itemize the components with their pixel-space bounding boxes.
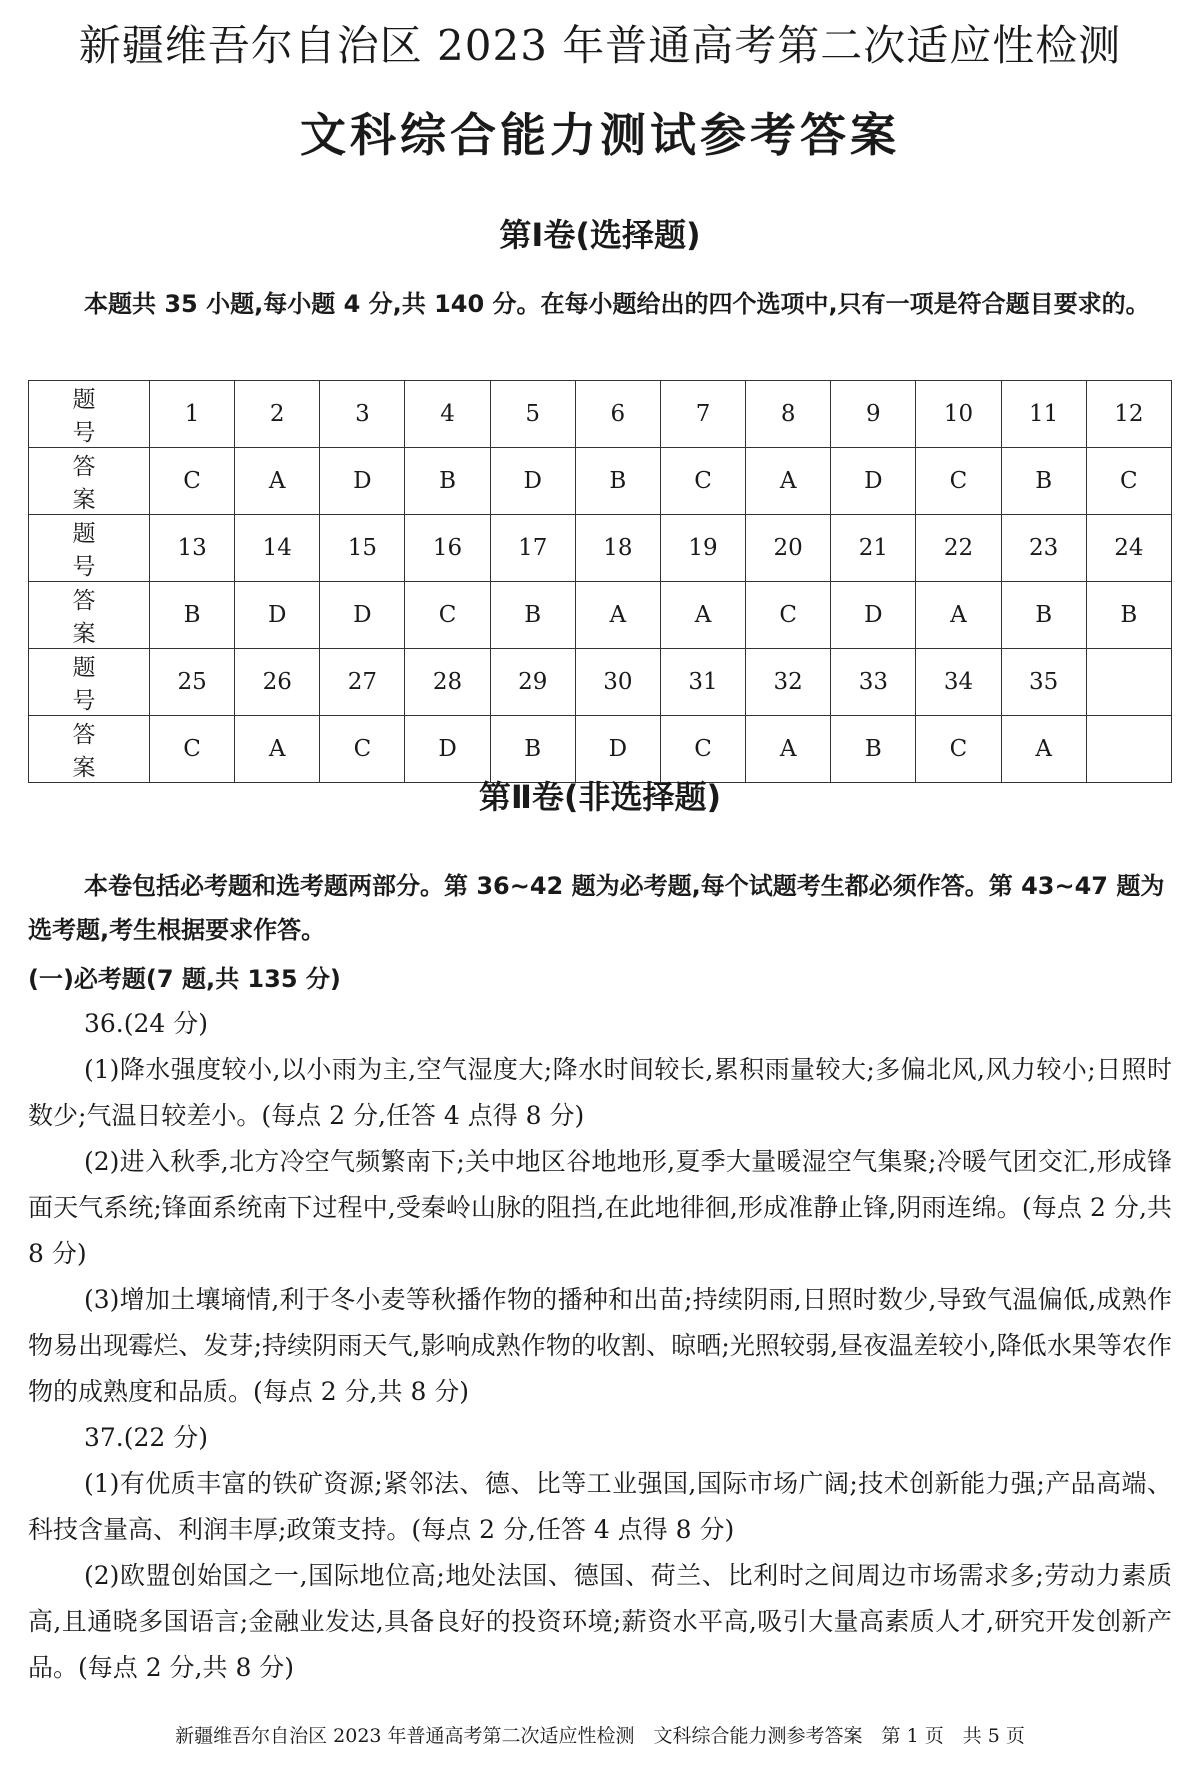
answer-cell: C [660, 716, 745, 783]
exam-title: 新疆维吾尔自治区 2023 年普通高考第二次适应性检测 [78, 21, 1122, 70]
answer-cell: C [660, 448, 745, 515]
answer-cell: B [575, 448, 660, 515]
table-row [29, 649, 1172, 716]
answer-cell: A [235, 448, 320, 515]
answer-cell: C [150, 716, 235, 783]
answer-cell: C [916, 716, 1001, 783]
answer-paragraph: (2)欧盟创始国之一,国际地位高;地处法国、德国、荷兰、比利时之间周边市场需求多;劳动力素质高,且通晓多国语言;金融业发达,具备良好的投资环境;薪资水平高,吸引大量高素质人才,研究开发创新产品。(每点 2 分,共 8 分) [28, 1561, 1172, 1682]
question-number: 28 [405, 649, 490, 716]
question-number: 17 [490, 515, 575, 582]
answer-cell: D [320, 582, 405, 649]
question-number: 34 [916, 649, 1001, 716]
question-number: 25 [150, 649, 235, 716]
answer-cell: A [235, 716, 320, 783]
row-label: 答 案 [29, 582, 150, 649]
question-header: 36.(24 分) [84, 1009, 209, 1038]
answer-cell: D [235, 582, 320, 649]
question-number: 2 [235, 381, 320, 448]
row-label: 题 号 [29, 649, 150, 716]
empty-cell [1086, 716, 1171, 783]
answer-cell: C [746, 582, 831, 649]
answer-paragraph: (1)有优质丰富的铁矿资源;紧邻法、德、比等工业强国,国际市场广阔;技术创新能力强;产品高端、科技含量高、利润丰厚;政策支持。(每点 2 分,任答 4 点得 8 分) [28, 1469, 1172, 1544]
question-number: 21 [831, 515, 916, 582]
table-row [29, 381, 1172, 448]
row-label: 题 号 [29, 515, 150, 582]
question-number: 10 [916, 381, 1001, 448]
question-number: 32 [746, 649, 831, 716]
question-number: 33 [831, 649, 916, 716]
section-2-intro: 本卷包括必考题和选考题两部分。第 36~42 题为必考题,每个试题考生都必须作答。第 43~47 题为选考题,考生根据要求作答。 [28, 872, 1165, 944]
table-row [29, 515, 1172, 582]
question-number: 5 [490, 381, 575, 448]
answer-cell: A [1001, 716, 1086, 783]
question-number: 6 [575, 381, 660, 448]
question-number: 19 [660, 515, 745, 582]
question-number: 9 [831, 381, 916, 448]
answer-cell: C [916, 448, 1001, 515]
question-number: 16 [405, 515, 490, 582]
answer-cell: C [150, 448, 235, 515]
table-row [29, 582, 1172, 649]
table-row [29, 448, 1172, 515]
answer-cell: D [831, 448, 916, 515]
answer-cell: B [1086, 582, 1171, 649]
question-number: 1 [150, 381, 235, 448]
answer-cell: C [405, 582, 490, 649]
page-footer: 新疆维吾尔自治区 2023 年普通高考第二次适应性检测 文科综合能力测参考答案 第 1 页 共 5 页 [175, 1725, 1025, 1747]
question-number: 31 [660, 649, 745, 716]
answer-paragraph: (1)降水强度较小,以小雨为主,空气湿度大;降水时间较长,累积雨量较大;多偏北风,风力较小;日照时数少;气温日较差小。(每点 2 分,任答 4 点得 8 分) [28, 1055, 1172, 1130]
answer-cell: D [831, 582, 916, 649]
answer-cell: D [320, 448, 405, 515]
part-title: (一)必考题(7 题,共 135 分) [28, 965, 341, 993]
question-number: 11 [1001, 381, 1086, 448]
row-label: 答 案 [29, 448, 150, 515]
answer-cell: A [746, 448, 831, 515]
question-number: 27 [320, 649, 405, 716]
answer-cell: C [1086, 448, 1171, 515]
row-label: 答 案 [29, 716, 150, 783]
question-number: 12 [1086, 381, 1171, 448]
question-number: 20 [746, 515, 831, 582]
answers-body [28, 1001, 1172, 1691]
answer-cell: D [490, 448, 575, 515]
question-number: 15 [320, 515, 405, 582]
answer-cell: C [320, 716, 405, 783]
answer-cell: B [405, 448, 490, 515]
question-number: 8 [746, 381, 831, 448]
answer-table [28, 380, 1172, 783]
question-number: 4 [405, 381, 490, 448]
question-number: 29 [490, 649, 575, 716]
answer-paragraph: (3)增加土壤墒情,利于冬小麦等秋播作物的播种和出苗;持续阴雨,日照时数少,导致气温偏低,成熟作物易出现霉烂、发芽;持续阴雨天气,影响成熟作物的收割、晾晒;光照较弱,昼夜温差较小,降低水果等农作物的成熟度和品质。(每点 2 分,共 8 分) [28, 1285, 1172, 1406]
question-number: 3 [320, 381, 405, 448]
question-number: 30 [575, 649, 660, 716]
empty-cell [1086, 649, 1171, 716]
answer-cell: A [916, 582, 1001, 649]
section-2-heading: 第Ⅱ卷(非选择题) [478, 778, 722, 816]
answer-cell: B [490, 716, 575, 783]
answer-paragraph: (2)进入秋季,北方冷空气频繁南下;关中地区谷地地形,夏季大量暖湿空气集聚;冷暖气团交汇,形成锋面天气系统;锋面系统南下过程中,受秦岭山脉的阻挡,在此地徘徊,形成准静止锋,阴雨连绵。(每点 2 分,共 8 分) [28, 1147, 1172, 1268]
answer-cell: B [150, 582, 235, 649]
document-title: 文科综合能力测试参考答案 [300, 108, 900, 162]
answer-cell: A [575, 582, 660, 649]
section-1-intro: 本题共 35 小题,每小题 4 分,共 140 分。在每小题给出的四个选项中,只有一项是符合题目要求的。 [84, 290, 1150, 318]
question-header: 37.(22 分) [84, 1423, 209, 1452]
table-row [29, 716, 1172, 783]
question-number: 18 [575, 515, 660, 582]
question-number: 13 [150, 515, 235, 582]
question-number: 24 [1086, 515, 1171, 582]
question-number: 14 [235, 515, 320, 582]
section-1-heading: 第Ⅰ卷(选择题) [499, 216, 701, 254]
question-number: 7 [660, 381, 745, 448]
row-label: 题 号 [29, 381, 150, 448]
answer-cell: D [405, 716, 490, 783]
answer-cell: B [1001, 448, 1086, 515]
answer-cell: B [490, 582, 575, 649]
question-number: 23 [1001, 515, 1086, 582]
question-number: 35 [1001, 649, 1086, 716]
answer-cell: D [575, 716, 660, 783]
answer-cell: A [746, 716, 831, 783]
question-number: 22 [916, 515, 1001, 582]
answer-cell: B [831, 716, 916, 783]
answer-cell: A [660, 582, 745, 649]
answer-cell: B [1001, 582, 1086, 649]
question-number: 26 [235, 649, 320, 716]
